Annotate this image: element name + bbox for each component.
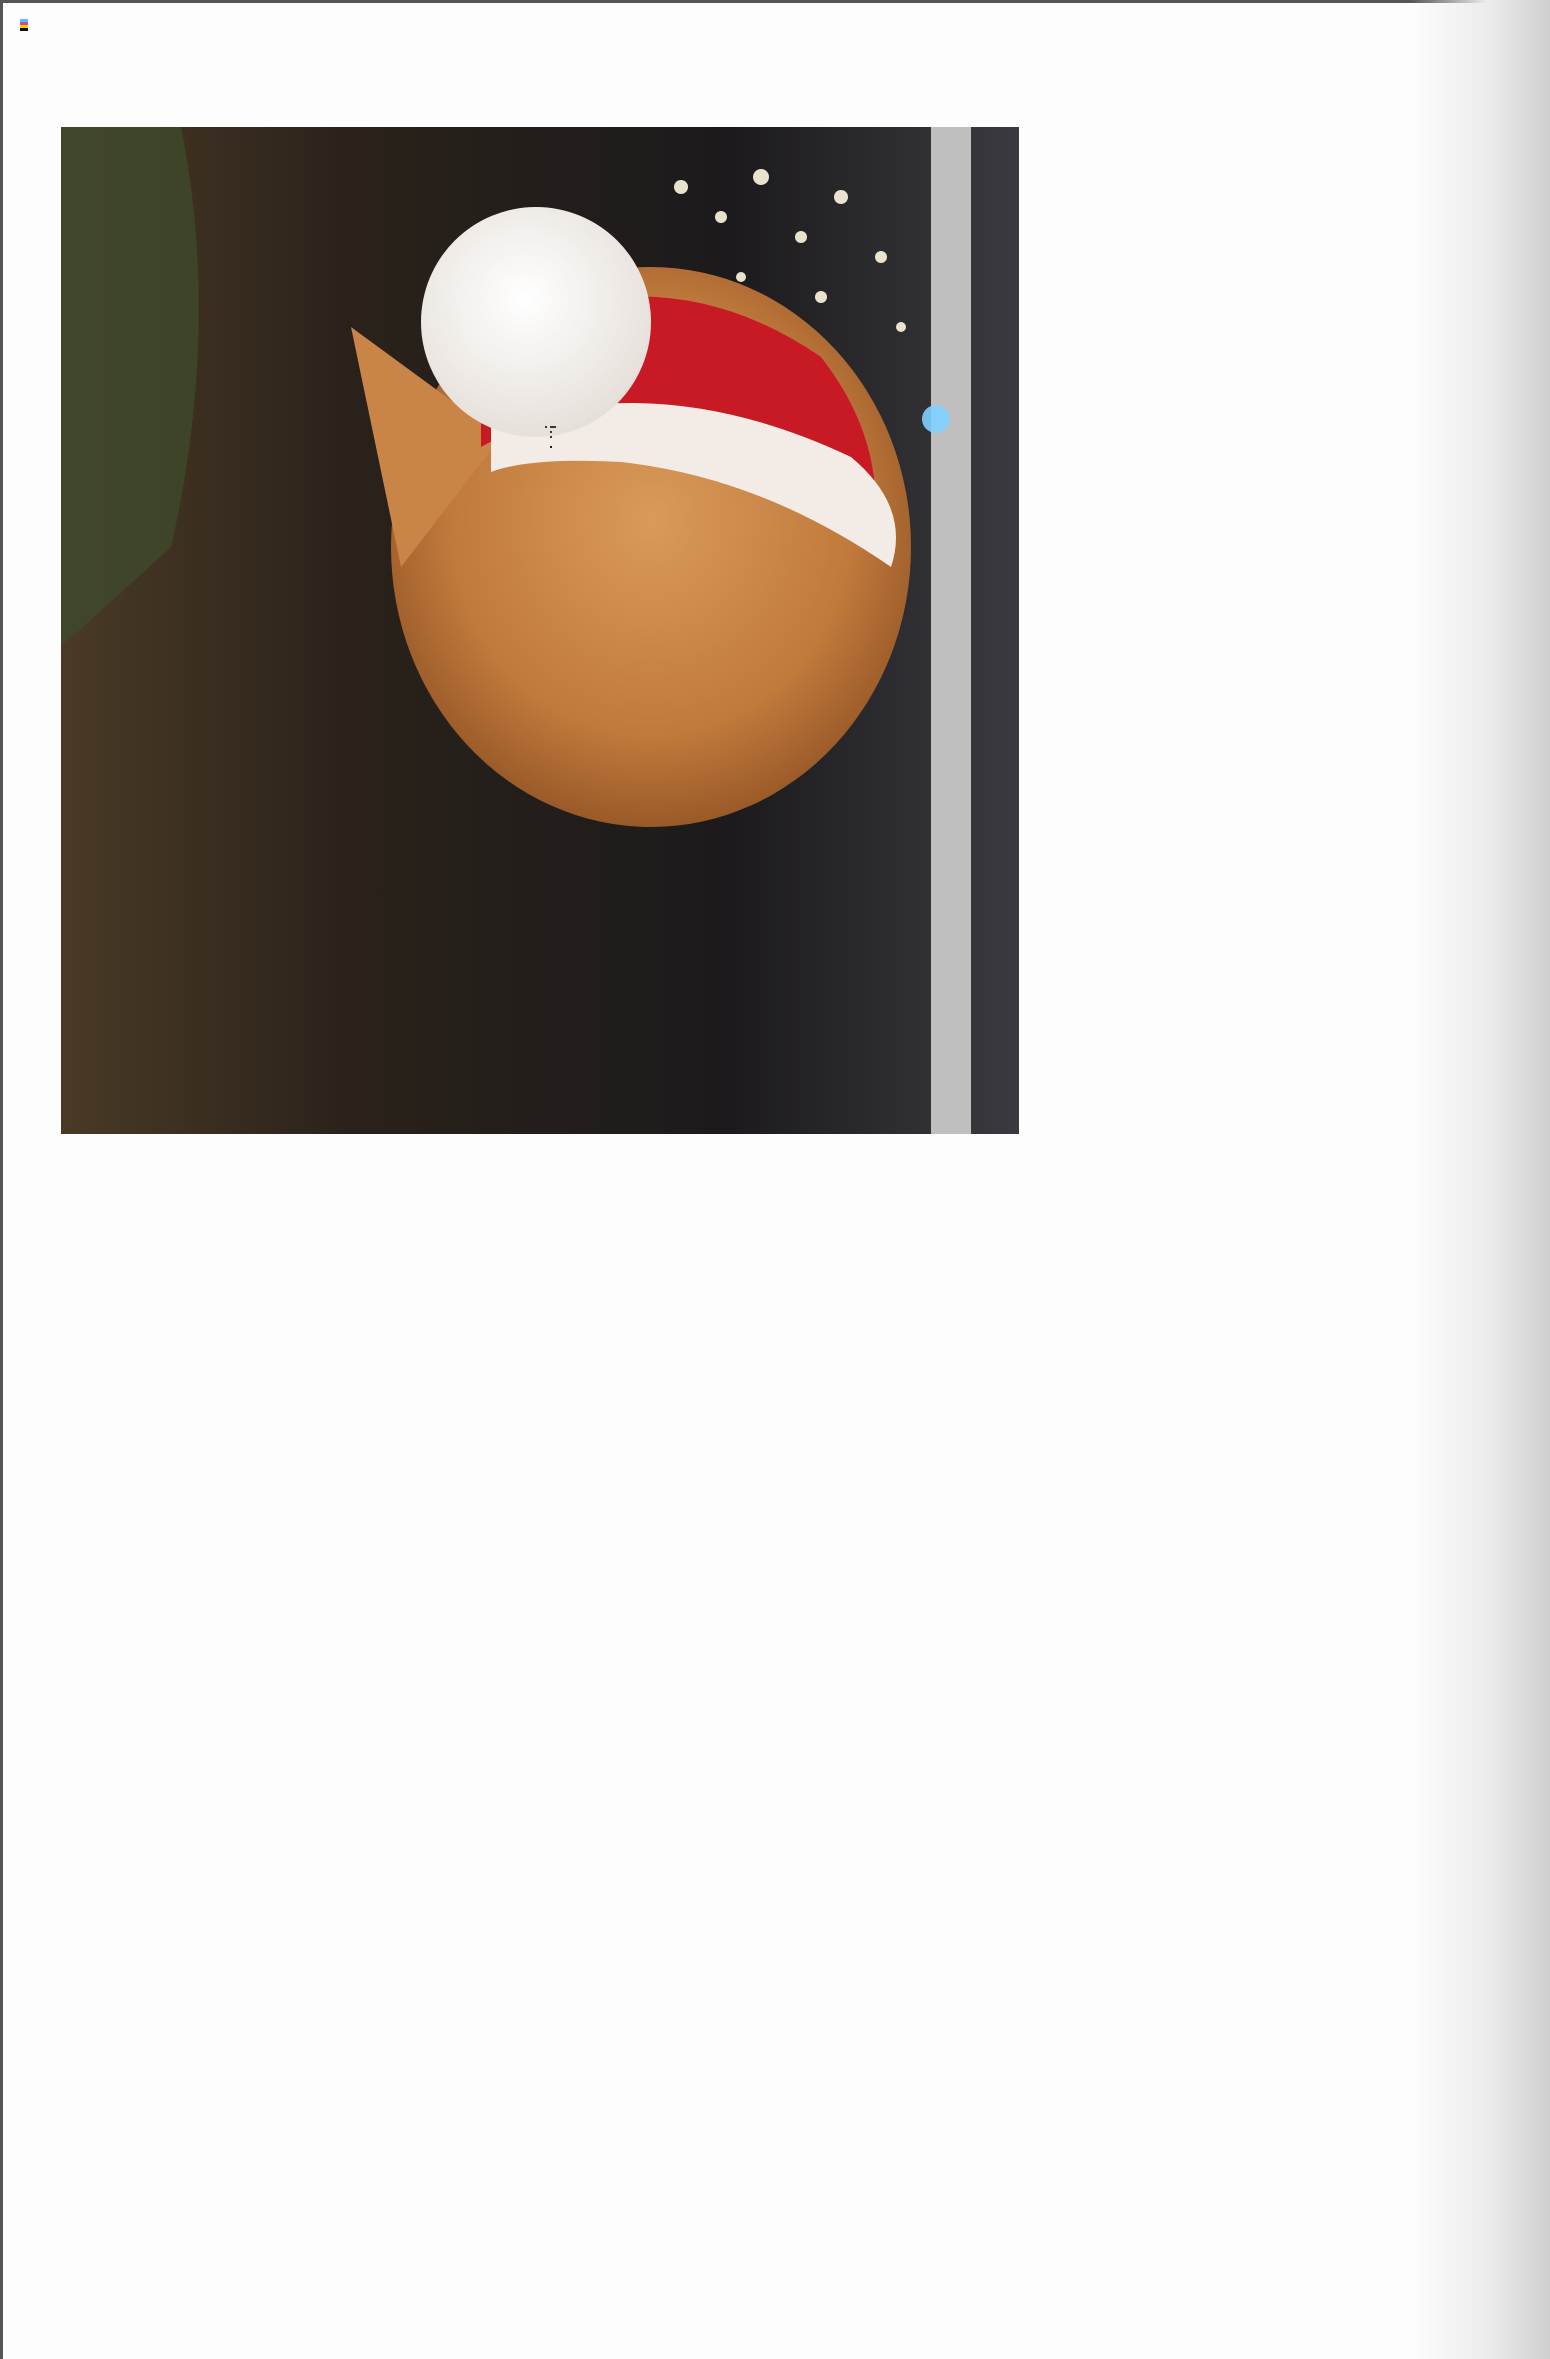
page-gutter-shadow — [1410, 0, 1550, 2359]
print-registration-mark-icon — [20, 19, 28, 31]
cat-illustration-icon — [61, 127, 1019, 1134]
duque-cat-photo — [61, 127, 1019, 1134]
